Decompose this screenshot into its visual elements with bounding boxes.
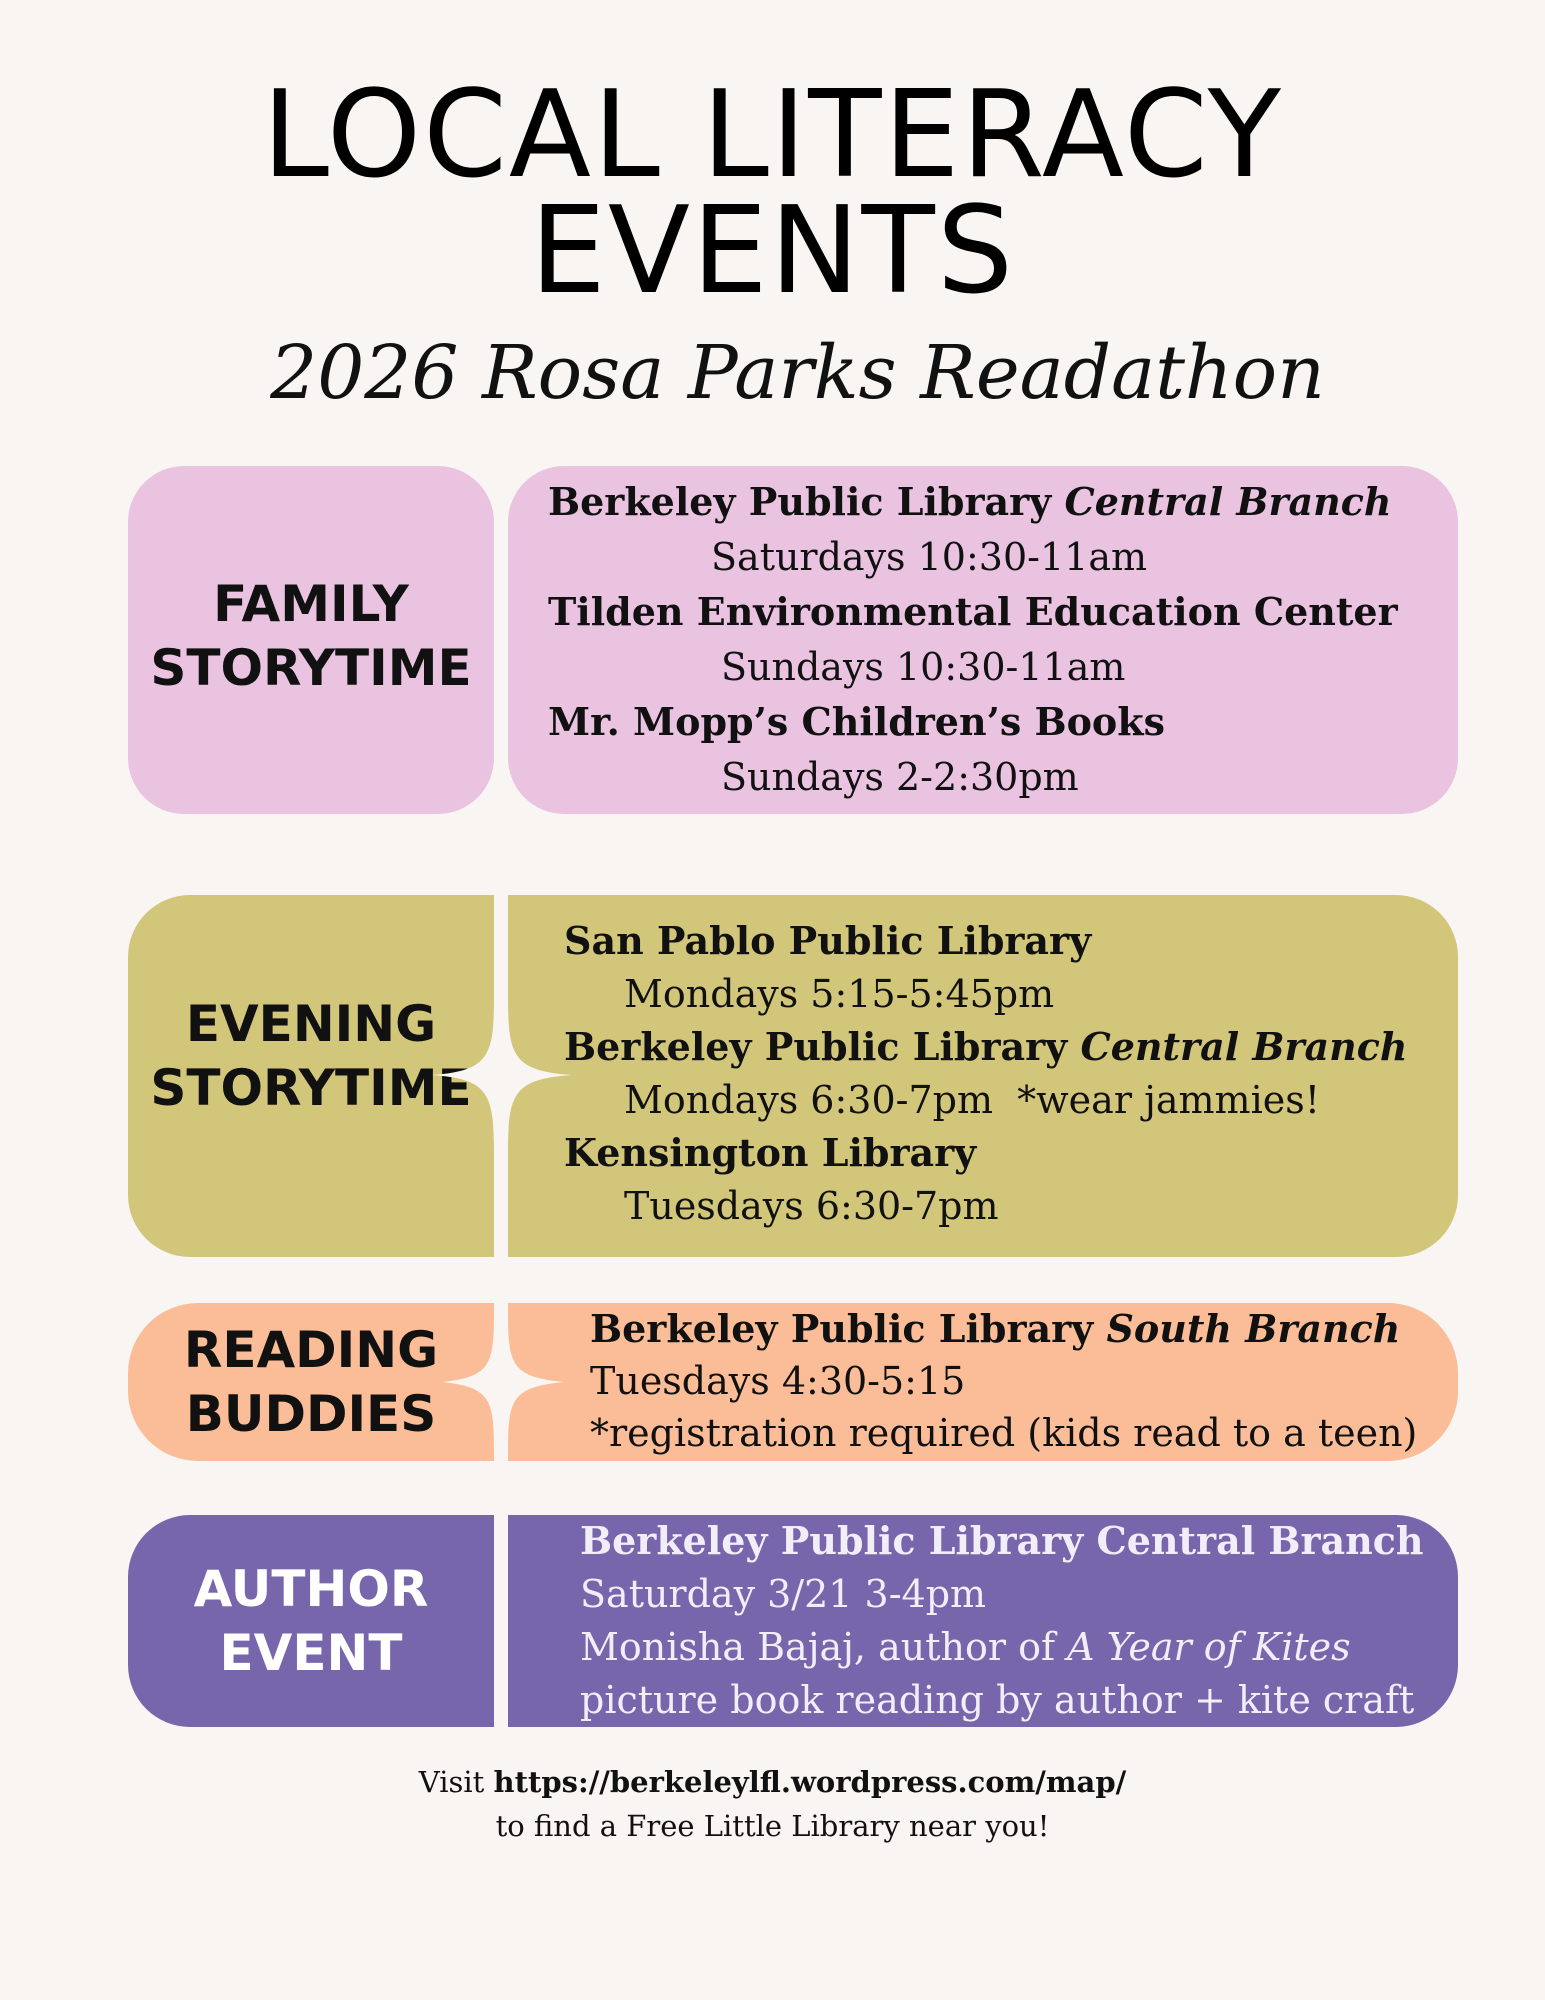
- event-time: Tuesdays 4:30-5:15: [590, 1359, 966, 1403]
- title-line-1: LOCAL LITERACY: [262, 66, 1283, 205]
- footer-tagline: to find a Free Little Library near you!: [495, 1809, 1050, 1843]
- author-credit: Monisha Bajaj, author of A Year of Kites: [580, 1625, 1351, 1669]
- author-event-section: [128, 1515, 1458, 1727]
- page-title: [0, 66, 1545, 321]
- divider: [496, 1513, 506, 1685]
- event-note: *registration required (kids read to a teen): [590, 1411, 1418, 1455]
- event-time: Tuesdays 6:30-7pm: [624, 1184, 999, 1228]
- reading-buddies-section: [128, 1303, 1458, 1461]
- sparkle-icon: [442, 1313, 564, 1451]
- event-time: Mondays 6:30-7pm *wear jammies!: [624, 1078, 1320, 1122]
- event-time: Saturdays 10:30-11am: [711, 535, 1148, 579]
- event-description: picture book reading by author + kite craft: [580, 1678, 1415, 1722]
- title-line-2: EVENTS: [530, 182, 1015, 321]
- event-time: Saturday 3/21 3-4pm: [580, 1572, 987, 1616]
- venue: Kensington Library: [564, 1130, 977, 1175]
- event-time: Mondays 5:15-5:45pm: [624, 972, 1055, 1016]
- footer: [0, 1760, 1545, 1848]
- divider: [494, 466, 508, 526]
- author-event-details: [508, 1515, 1458, 1727]
- evening-storytime-label: EVENING STORYTIME: [128, 895, 494, 1257]
- event-time: Sundays 10:30-11am: [721, 645, 1126, 689]
- evening-storytime-section: [128, 895, 1458, 1257]
- venue: Tilden Environmental Education Center: [548, 589, 1398, 634]
- page-subtitle: 2026 Rosa Parks Readathon: [270, 330, 1325, 416]
- event-time: Sundays 2-2:30pm: [721, 755, 1079, 799]
- family-storytime-section: [128, 466, 1458, 814]
- family-storytime-details: [508, 466, 1458, 814]
- venue: Mr. Mopp’s Children’s Books: [548, 699, 1165, 744]
- family-storytime-label: FAMILY STORYTIME: [128, 466, 494, 814]
- venue: Berkeley Public Library Central Branch: [548, 479, 1392, 524]
- library-map-link[interactable]: https://berkeleylfl.wordpress.com/map/: [493, 1765, 1127, 1799]
- divider-gap: [494, 526, 508, 814]
- author-event-label: AUTHOR EVENT: [128, 1515, 494, 1727]
- footer-visit-line: Visit https://berkeleylfl.wordpress.com/map/: [418, 1765, 1127, 1799]
- reading-buddies-details: [508, 1303, 1458, 1461]
- sparkle-icon: [432, 995, 572, 1155]
- venue: Berkeley Public Library Central Branch: [564, 1024, 1408, 1069]
- venue: Berkeley Public Library Central Branch: [580, 1518, 1424, 1563]
- venue: Berkeley Public Library South Branch: [590, 1306, 1401, 1351]
- reading-buddies-label: READING BUDDIES: [128, 1303, 494, 1461]
- evening-storytime-details: [508, 895, 1458, 1257]
- venue: San Pablo Public Library: [564, 918, 1092, 963]
